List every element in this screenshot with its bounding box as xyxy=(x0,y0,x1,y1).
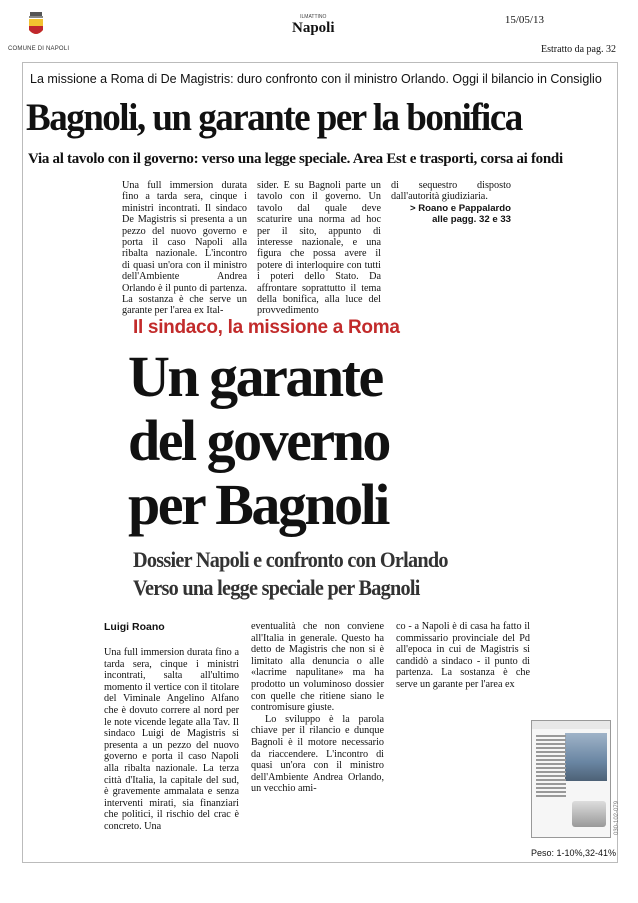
page-thumbnail-image xyxy=(531,720,611,838)
article-column-2-para-2: Lo sviluppo è la parola chiave per il rilancio e dunque Bagnoli è il motore necessario da riaccendere. L'incontro di quasi un'ora con il ministro dell'Ambiente Andrea Orlando, un vecchio ami- xyxy=(251,713,384,795)
date: 15/05/13 xyxy=(504,14,544,26)
article-subtitle xyxy=(133,546,448,602)
article-title-line-3: per Bagnoli xyxy=(128,472,388,537)
weight-label: Peso: 1-10%,32-41% xyxy=(530,848,616,858)
masthead xyxy=(292,14,335,36)
coat-of-arms-logo xyxy=(27,12,45,38)
teaser-column-3 xyxy=(391,180,511,225)
article-column-2-para-1: eventualità che non conviene all'Italia in generale. Questo ha detto de Magistris che non si è limitato alla denuncia o alle «lacrime napulitane» ma ha prodotto un voluminoso dossier con quelle che ritiene siano le contromisure giuste. xyxy=(251,621,384,714)
teaser-column-2: sider. E su Bagnoli parte un tavolo con il governo. Un tavolo dal quale deve scaturire una norma ad hoc per il sito, appunto di interesse nazionale, e una figura che possa avere il potere di interloquire con tutti i poteri dello Stato. Da affrontare soprattutto il tema della bonifica, alla luce del provvedimento xyxy=(257,180,381,317)
section-label: Il sindaco, la missione a Roma xyxy=(133,317,400,338)
teaser-column-3-text: di sequestro disposto dall'autorità giudiziaria. xyxy=(391,180,511,203)
article-column-1: Una full immersion durata fino a tarda sera, cinque i ministri incontrati, salta all'ultimo momento il vertice con il titolare del Viminale Angelino Alfano che è dovuto correre al nord per le note vicende legate alla Tav. Il sindaco Luigi de Magistris si presenta a un pezzo del nuovo governo e porta il caso Napoli alla ribalta nazionale. La terza città d'Italia, la capitale del sud, è gravemente ammalata e senza interventi mirati, sia finanziari che politici, il rischio del crac è concreto. Una xyxy=(104,647,239,832)
comune-label: COMUNE DI NAPOLI xyxy=(8,46,70,52)
masthead-sup: ILMATTINO xyxy=(300,14,327,20)
page-reference-pages: alle pagg. 32 e 33 xyxy=(432,213,511,225)
document-code: 030-102-079 xyxy=(614,800,620,835)
extract-page: Estratto da pag. 32 xyxy=(541,44,616,55)
author-byline: Luigi Roano xyxy=(104,621,165,633)
article-title xyxy=(128,345,389,537)
page-reference-authors: > Roano e Pappalardo xyxy=(409,202,511,214)
teaser-subhead: Via al tavolo con il governo: verso una legge speciale. Area Est e trasporti, corsa ai fondi xyxy=(28,151,563,167)
article-subtitle-line-2: Verso una legge speciale per Bagnoli xyxy=(133,575,420,600)
teaser-column-1: Una full immersion durata fino a tarda sera, cinque i ministri incontrati. Il sindaco De Magistris si presenta a un pezzo del nuovo governo e porta il caso Napoli alla ribalta nazionale. L'incontro di quasi un'ora con il ministro dell'Ambiente Andrea Orlando è il punto di partenza. La sostanza è che serve un garante per l'area ex Ital- xyxy=(122,180,247,317)
article-column-2 xyxy=(251,621,384,795)
article-subtitle-line-1: Dossier Napoli e confronto con Orlando xyxy=(133,547,448,572)
teaser-headline: Bagnoli, un garante per la bonifica xyxy=(26,96,522,139)
article-title-line-2: del governo xyxy=(128,408,389,473)
masthead-name: Napoli xyxy=(292,20,335,36)
teaser-kicker: La missione a Roma di De Magistris: duro confronto con il ministro Orlando. Oggi il bilancio in Consiglio xyxy=(30,72,602,86)
article-column-3: co - a Napoli è di casa ha fatto il commissario provinciale del Pd all'epoca in cui de Magistris si candidò a sindaco - il punto di partenza. La sostanza è che serve un garante per l'area ex xyxy=(396,621,530,690)
article-title-line-1: Un garante xyxy=(128,344,382,409)
